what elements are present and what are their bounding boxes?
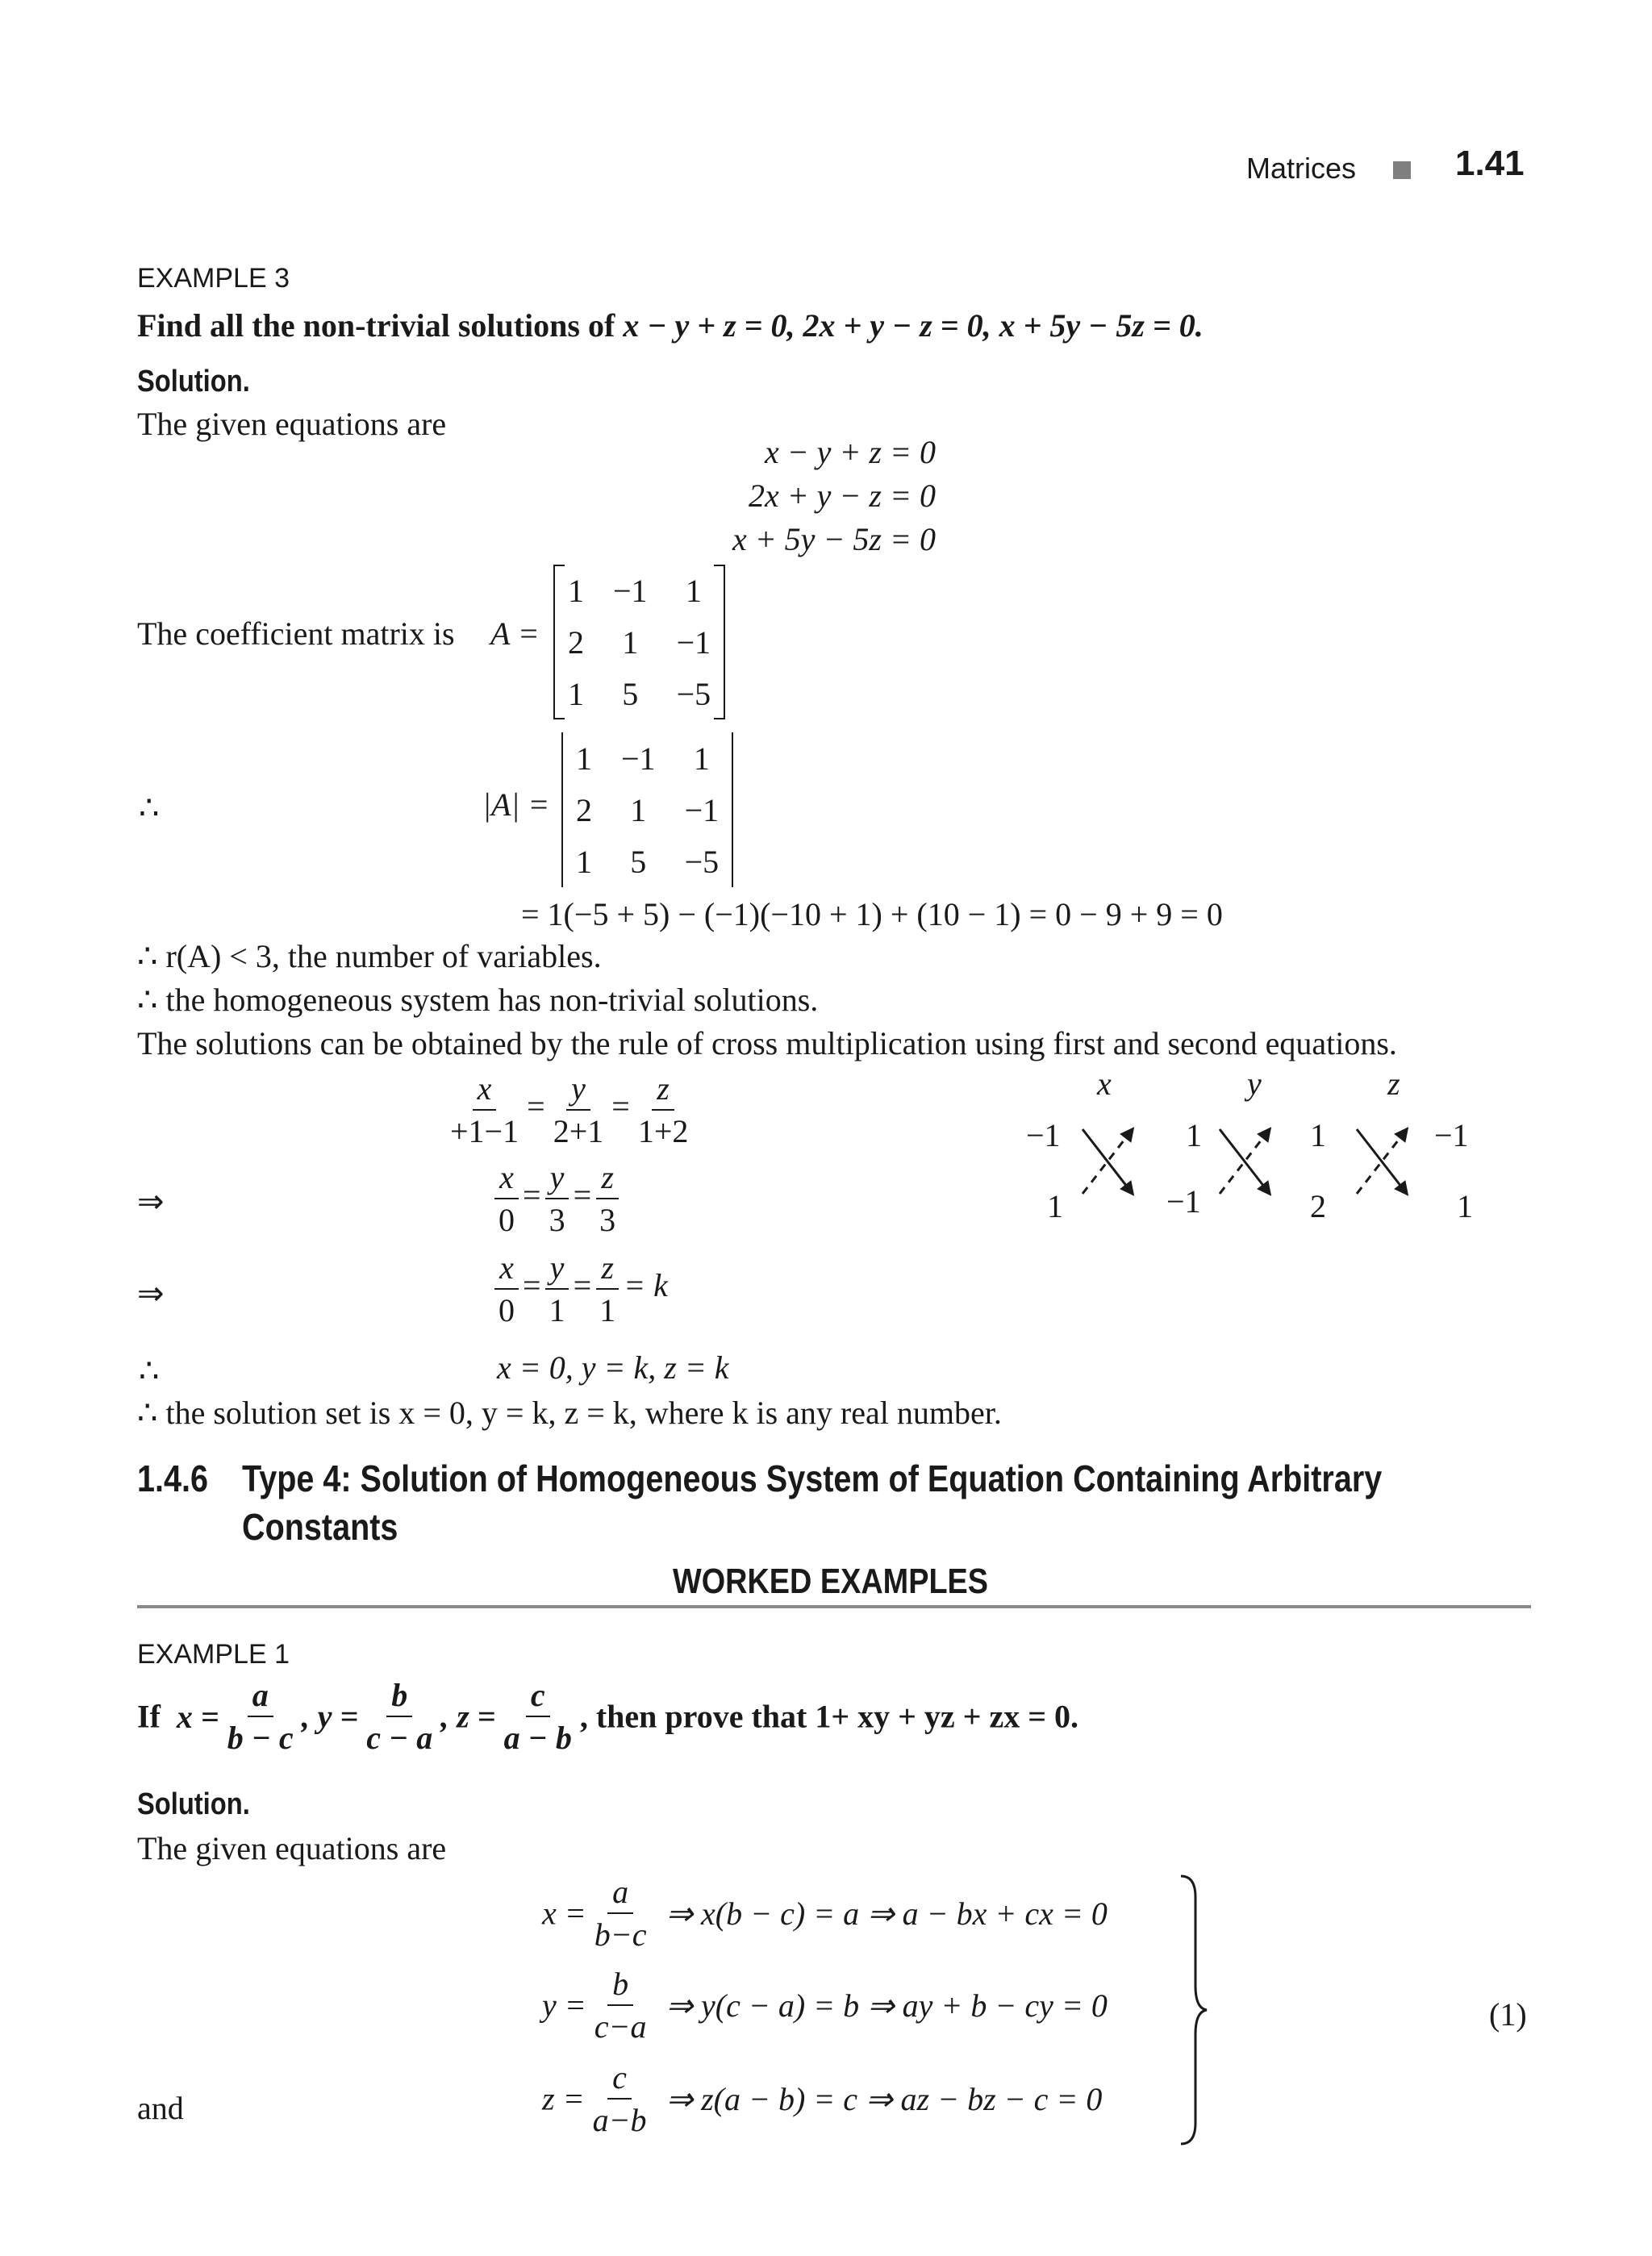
coef-label: The coefficient matrix is	[137, 615, 455, 652]
step3-fraction: $\frac{x}{0}$ = $\frac{y}{1}$ = $\frac{z}{1}$ = k	[490, 1249, 668, 1329]
example1-row-z: z = $\frac{c}{a-b}$ ⇒ z(a − b) = c ⇒ az − bz − c = 0	[542, 2059, 1103, 2138]
scheme-head-z: z	[1387, 1065, 1400, 1102]
example1-solution-label: Solution.	[137, 1787, 250, 1821]
det-expansion: = 1(−5 + 5) − (−1)(−10 + 1) + (10 − 1) = 0 − 9 + 9 = 0	[521, 896, 1223, 932]
running-head	[1246, 152, 1429, 186]
values-line: x = 0, y = k, z = k	[497, 1349, 729, 1386]
therefore-symbol: ∴	[139, 790, 160, 826]
scheme-head-x: x	[1097, 1065, 1112, 1102]
section-title-line1: Type 4: Solution of Homogeneous System of Equation Containing Arbitrary	[242, 1457, 1383, 1499]
worked-examples-heading: WORKED EXAMPLES	[673, 1562, 989, 1601]
rank-line: ∴ r(A) < 3, the number of variables.	[137, 938, 602, 974]
example1-row-y: y = $\frac{b}{c-a}$ ⇒ y(c − a) = b ⇒ ay + b − cy = 0	[542, 1966, 1108, 2045]
example1-statement: If x = $\frac{a}{b - c}$ , y = $\frac{b}{c - a}$ , z = $\frac{c}{a - b}$ , then prove that 1+ xy + yz + zx = 0.	[137, 1677, 1079, 1756]
section-title-line2: Constants	[242, 1506, 398, 1548]
square-bullet-icon	[1393, 161, 1411, 179]
cross-line: The solutions can be obtained by the rule of cross multiplication using first and second equations.	[137, 1025, 1397, 1061]
example1-label: EXAMPLE 1	[137, 1639, 290, 1670]
coefficient-matrix: 1 −1 1 2 1 −1 1 5 −5	[553, 565, 725, 719]
section-number: 1.4.6	[137, 1457, 208, 1499]
right-brace-icon	[1178, 1873, 1210, 2147]
equation-system: x − y + z = 0 2x + y − z = 0 x + 5y − 5z = 0	[732, 434, 936, 557]
example1-row-x: x = $\frac{a}{b-c}$ ⇒ x(b − c) = a ⇒ a − bx + cx = 0	[542, 1874, 1108, 1953]
matrix-name: A =	[490, 615, 540, 652]
cross-fraction: $\frac{x}{+1-1}$ = $\frac{y}{2+1}$ = $\frac{z}{1+2}$	[450, 1070, 689, 1149]
example-label: EXAMPLE 3	[137, 263, 290, 294]
cross-arrows-icon	[1008, 1065, 1508, 1250]
and-label: and	[137, 2090, 184, 2126]
implies-symbol: ⇒	[137, 1183, 165, 1220]
intro-text: The given equations are	[137, 406, 447, 442]
cross-scheme: x y z −1 1 1 −1 1 −1 2 1	[1008, 1065, 1508, 1250]
determinant: 1 −1 1 2 1 −1 1 5 −5	[561, 732, 733, 887]
equation-tag: (1)	[1489, 1996, 1527, 2033]
page-number: 1.41	[1455, 144, 1525, 183]
therefore-symbol: ∴	[139, 1353, 160, 1389]
section-rule	[137, 1605, 1531, 1608]
step2-fraction: $\frac{x}{0}$ = $\frac{y}{3}$ = $\frac{z}{3}$	[490, 1158, 624, 1239]
nontrivial-line: ∴ the homogeneous system has non-trivial solutions.	[137, 982, 819, 1018]
implies-symbol: ⇒	[137, 1275, 165, 1311]
chapter-title: Matrices	[1246, 152, 1357, 185]
solution-label: Solution.	[137, 365, 250, 398]
scheme-head-y: y	[1247, 1065, 1262, 1102]
example-statement: Find all the non-trivial solutions of x − y + z = 0, 2x + y − z = 0, x + 5y − 5z = 0.	[137, 307, 1204, 344]
example1-intro: The given equations are	[137, 1830, 447, 1866]
det-label: |A| =	[482, 786, 550, 823]
solution-set-line: ∴ the solution set is x = 0, y = k, z = k, where k is any real number.	[137, 1395, 1002, 1431]
